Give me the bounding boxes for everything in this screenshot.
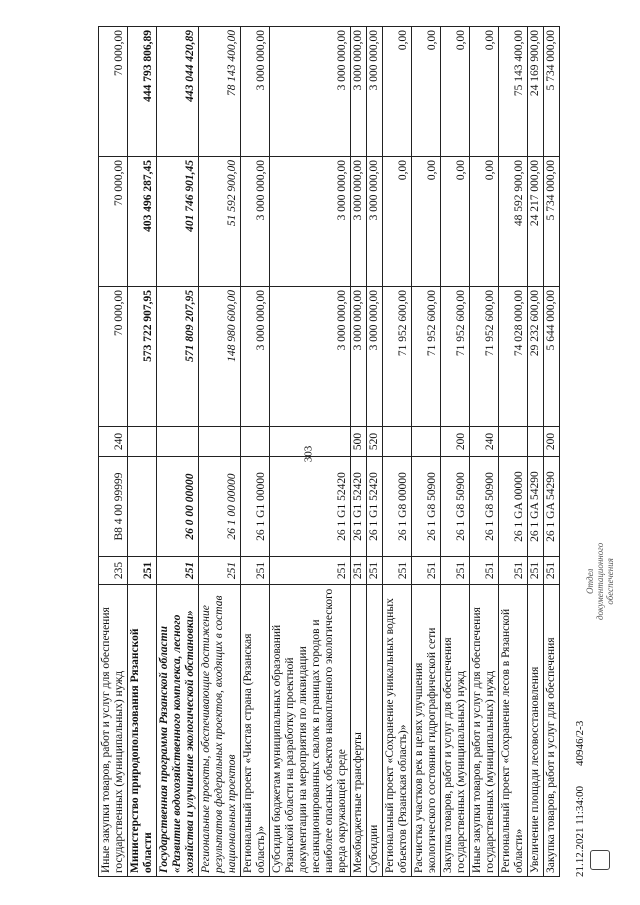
row-vr-code: 520 [367, 427, 383, 457]
row-amount-2022: 3 000 000,00 [270, 287, 351, 427]
row-amount-2023: 3 000 000,00 [367, 157, 383, 287]
row-vr-code: 200 [544, 427, 560, 457]
row-name: Расчистка участков рек в целях улучшения экологического состояния гидрографической сети [412, 585, 441, 877]
row-amount-2022: 573 722 907,95 [128, 287, 157, 427]
row-ministry-code: 251 [351, 557, 367, 585]
table-row [499, 27, 528, 877]
row-amount-2023: 403 496 287,45 [128, 157, 157, 287]
row-amount-2022: 3 000 000,00 [351, 287, 367, 427]
row-ministry-code: 251 [544, 557, 560, 585]
row-amount-2022: 29 232 600,00 [528, 287, 544, 427]
row-vr-code [383, 427, 412, 457]
row-amount-2022: 70 000,00 [99, 287, 128, 427]
row-name: Региональный проект «Сохранение лесов в Рязанской области» [499, 585, 528, 877]
footer-date: 21.12.2021 11:34:00 [574, 786, 586, 877]
row-vr-code: 500 [351, 427, 367, 457]
row-amount-2023: 3 000 000,00 [351, 157, 367, 287]
row-ministry-code: 251 [441, 557, 470, 585]
row-name: Министерство природопользования Рязанской области [128, 585, 157, 877]
row-csr-code: В8 4 00 99999 [99, 457, 128, 557]
row-ministry-code: 251 [128, 557, 157, 585]
row-csr-code: 26 0 00 00000 [157, 457, 199, 557]
logo-icon [590, 850, 610, 870]
stamp-line-1: Отдел документационного [585, 542, 605, 620]
page-number: 303 [302, 445, 315, 463]
table-row [441, 27, 470, 877]
row-csr-code: 26 1 00 00000 [199, 457, 241, 557]
row-name: Государственная программа Рязанской области «Развитие водохозяйственного комплекса, лесного хозяйства и улучшение экологической обстановки» [157, 585, 199, 877]
budget-table [98, 26, 560, 877]
row-amount-2023: 51 592 900,00 [199, 157, 241, 287]
row-csr-code: 26 1 GA 00000 [499, 457, 528, 557]
table-row [99, 27, 128, 877]
row-name: Иные закупки товаров, работ и услуг для обеспечения государственных (муниципальных) нужд [99, 585, 128, 877]
row-amount-2024: 3 000 000,00 [270, 27, 351, 157]
stamp-line-2: обеспечения [605, 558, 615, 605]
row-name: Межбюджетные трансферты [351, 585, 367, 877]
row-csr-code: 26 1 G1 52420 [367, 457, 383, 557]
row-ministry-code: 251 [241, 557, 270, 585]
row-amount-2023: 3 000 000,00 [241, 157, 270, 287]
row-vr-code [241, 427, 270, 457]
row-csr-code: 26 1 G8 00000 [383, 457, 412, 557]
row-amount-2024: 0,00 [383, 27, 412, 157]
row-amount-2023: 3 000 000,00 [270, 157, 351, 287]
row-vr-code [128, 427, 157, 457]
row-amount-2022: 3 000 000,00 [367, 287, 383, 427]
row-amount-2024: 3 000 000,00 [241, 27, 270, 157]
row-ministry-code: 251 [157, 557, 199, 585]
row-amount-2022: 571 809 207,95 [157, 287, 199, 427]
row-amount-2022: 71 952 600,00 [441, 287, 470, 427]
row-csr-code: 26 1 G1 52420 [351, 457, 367, 557]
table-row [157, 27, 199, 877]
row-amount-2024: 70 000,00 [99, 27, 128, 157]
row-vr-code: 240 [470, 427, 499, 457]
row-amount-2024: 0,00 [412, 27, 441, 157]
row-csr-code: 26 1 GA 54290 [528, 457, 544, 557]
row-amount-2024: 78 143 400,00 [199, 27, 241, 157]
row-vr-code [157, 427, 199, 457]
table-row [470, 27, 499, 877]
row-amount-2023: 5 734 000,00 [544, 157, 560, 287]
budget-table-container [98, 27, 557, 877]
row-ministry-code: 251 [470, 557, 499, 585]
row-csr-code: 26 1 G1 52420 [270, 457, 351, 557]
row-amount-2024: 24 169 900,00 [528, 27, 544, 157]
table-row [199, 27, 241, 877]
row-ministry-code: 251 [499, 557, 528, 585]
row-ministry-code: 251 [270, 557, 351, 585]
row-vr-code: 240 [99, 427, 128, 457]
table-row [544, 27, 560, 877]
row-amount-2024: 444 793 806,89 [128, 27, 157, 157]
row-csr-code: 26 1 G8 50900 [412, 457, 441, 557]
row-vr-code: 200 [441, 427, 470, 457]
row-amount-2024: 443 044 420,89 [157, 27, 199, 157]
row-ministry-code: 251 [412, 557, 441, 585]
row-name: Региональный проект «Чистая страна (Рязанская область)» [241, 585, 270, 877]
row-amount-2022: 71 952 600,00 [412, 287, 441, 427]
row-amount-2023: 0,00 [383, 157, 412, 287]
row-name: Иные закупки товаров, работ и услуг для обеспечения государственных (муниципальных) нужд [470, 585, 499, 877]
footer-doc-id: 40946/2-3 [574, 720, 586, 767]
row-csr-code: 26 1 G8 50900 [441, 457, 470, 557]
row-name: Субсидии [367, 585, 383, 877]
row-amount-2022: 148 980 600,00 [199, 287, 241, 427]
table-row [383, 27, 412, 877]
row-amount-2023: 24 217 000,00 [528, 157, 544, 287]
row-csr-code [128, 457, 157, 557]
row-vr-code [412, 427, 441, 457]
row-amount-2023: 70 000,00 [99, 157, 128, 287]
table-row [528, 27, 544, 877]
row-amount-2022: 71 952 600,00 [470, 287, 499, 427]
row-ministry-code: 251 [367, 557, 383, 585]
row-amount-2024: 0,00 [441, 27, 470, 157]
row-ministry-code: 251 [383, 557, 412, 585]
row-amount-2024: 5 734 000,00 [544, 27, 560, 157]
row-csr-code: 26 1 GA 54290 [544, 457, 560, 557]
row-amount-2022: 3 000 000,00 [241, 287, 270, 427]
row-amount-2023: 48 592 900,00 [499, 157, 528, 287]
footer [574, 721, 586, 877]
stamp [585, 543, 615, 620]
row-name: Закупка товаров, работ и услуг для обеспечения [544, 585, 560, 877]
row-amount-2024: 3 000 000,00 [351, 27, 367, 157]
row-vr-code [199, 427, 241, 457]
row-name: Региональные проекты, обеспечивающие достижение результатов федеральных проектов, входящих в состав национальных проектов [199, 585, 241, 877]
row-amount-2023: 0,00 [470, 157, 499, 287]
row-vr-code [270, 427, 351, 457]
row-name: Закупка товаров, работ и услуг для обеспечения государственных (муниципальных) нужд [441, 585, 470, 877]
row-ministry-code: 251 [528, 557, 544, 585]
row-csr-code: 26 1 G8 50900 [470, 457, 499, 557]
row-amount-2022: 5 644 000,00 [544, 287, 560, 427]
row-name: Субсидии бюджетам муниципальных образований Рязанской области на разработку проектной документации на мероприятия по ликвидации несанкционированных свалок в границах городов и наиболее опасных объектов накопленного экологического вреда окружающей среде [270, 585, 351, 877]
row-amount-2024: 0,00 [470, 27, 499, 157]
table-row [351, 27, 367, 877]
row-amount-2023: 0,00 [412, 157, 441, 287]
row-vr-code [499, 427, 528, 457]
row-amount-2022: 71 952 600,00 [383, 287, 412, 427]
row-name: Увеличение площади лесовосстановления [528, 585, 544, 877]
row-ministry-code: 235 [99, 557, 128, 585]
row-name: Региональный проект «Сохранение уникальных водных объектов (Рязанская область)» [383, 585, 412, 877]
table-row [412, 27, 441, 877]
table-row [270, 27, 351, 877]
row-amount-2023: 0,00 [441, 157, 470, 287]
table-body [99, 27, 560, 877]
row-vr-code [528, 427, 544, 457]
row-amount-2024: 75 143 400,00 [499, 27, 528, 157]
row-amount-2023: 401 746 901,45 [157, 157, 199, 287]
row-amount-2024: 3 000 000,00 [367, 27, 383, 157]
row-csr-code: 26 1 G1 00000 [241, 457, 270, 557]
table-row [128, 27, 157, 877]
row-ministry-code: 251 [199, 557, 241, 585]
table-row [367, 27, 383, 877]
table-row [241, 27, 270, 877]
row-amount-2022: 74 028 000,00 [499, 287, 528, 427]
